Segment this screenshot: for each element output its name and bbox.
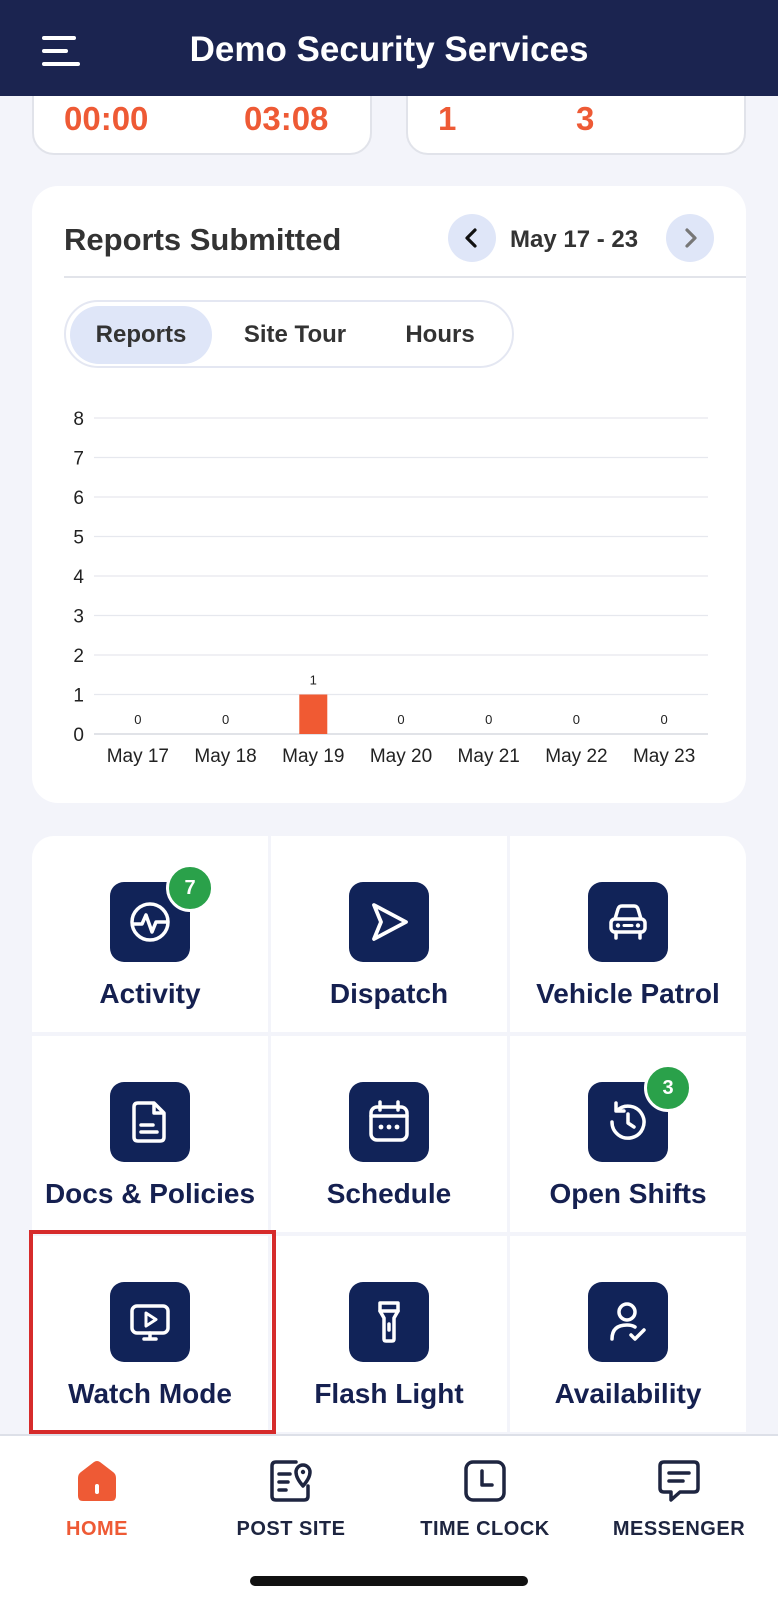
nav-label: POST SITE bbox=[236, 1518, 346, 1540]
post-site-icon bbox=[266, 1456, 316, 1506]
tile-label: Schedule bbox=[326, 1178, 452, 1209]
tile-label: Flash Light bbox=[314, 1378, 464, 1409]
y-tick-label: 2 bbox=[73, 646, 84, 667]
x-tick-label: May 20 bbox=[369, 746, 433, 767]
nav-label: TIME CLOCK bbox=[420, 1518, 550, 1540]
tile-label: Activity bbox=[99, 978, 201, 1009]
stat-value: 1 bbox=[438, 100, 457, 137]
data-label: 0 bbox=[660, 712, 668, 727]
time-clock-icon bbox=[460, 1456, 510, 1506]
tile-label: Open Shifts bbox=[549, 1178, 707, 1209]
nav-post-site[interactable] bbox=[194, 1436, 388, 1556]
data-label: 0 bbox=[134, 712, 142, 727]
app-header bbox=[0, 0, 778, 96]
tile-activity[interactable] bbox=[32, 836, 268, 1032]
nav-home[interactable] bbox=[0, 1436, 194, 1556]
next-week-button[interactable] bbox=[666, 214, 714, 262]
tile-dispatch[interactable] bbox=[271, 836, 507, 1032]
reports-submitted-card bbox=[32, 186, 746, 803]
car-icon bbox=[588, 882, 668, 962]
x-tick-label: May 21 bbox=[457, 746, 520, 767]
tile-label: Dispatch bbox=[329, 978, 449, 1009]
nav-time-clock[interactable] bbox=[388, 1436, 582, 1556]
y-tick-label: 4 bbox=[73, 567, 84, 588]
data-label: 0 bbox=[221, 712, 230, 727]
data-label: 0 bbox=[572, 712, 581, 727]
tile-schedule[interactable] bbox=[271, 1036, 507, 1232]
x-tick-label: May 23 bbox=[632, 746, 696, 767]
tab-hours[interactable]: Hours bbox=[405, 321, 475, 348]
stat-value: 03:08 bbox=[244, 100, 329, 137]
stat-value: 3 bbox=[576, 100, 595, 137]
notification-badge: 7 bbox=[166, 864, 214, 912]
bar bbox=[299, 695, 327, 735]
tile-availability[interactable] bbox=[510, 1236, 746, 1432]
previous-week-button[interactable] bbox=[448, 214, 496, 262]
tab-site-tour[interactable]: Site Tour bbox=[243, 321, 347, 348]
dispatch-icon bbox=[349, 882, 429, 962]
reports-bar-chart bbox=[32, 400, 746, 770]
data-label: 0 bbox=[397, 712, 405, 727]
stat-value: 00:00 bbox=[64, 100, 149, 137]
y-tick-label: 5 bbox=[73, 527, 84, 549]
y-tick-label: 6 bbox=[73, 488, 84, 509]
y-tick-label: 1 bbox=[73, 685, 84, 707]
home-indicator bbox=[250, 1576, 528, 1586]
tile-label: Availability bbox=[554, 1378, 702, 1409]
y-tick-label: 8 bbox=[73, 409, 84, 430]
nav-messenger[interactable] bbox=[582, 1436, 776, 1556]
nav-label: HOME bbox=[66, 1518, 128, 1540]
tile-docs-policies[interactable] bbox=[32, 1036, 268, 1232]
tile-label: Watch Mode bbox=[68, 1378, 232, 1409]
tile-label: Docs & Policies bbox=[44, 1178, 256, 1209]
document-icon bbox=[110, 1082, 190, 1162]
tab-reports[interactable]: Reports bbox=[70, 306, 212, 364]
user-check-icon bbox=[588, 1282, 668, 1362]
data-label: 0 bbox=[485, 712, 493, 727]
tile-flash-light[interactable] bbox=[271, 1236, 507, 1432]
flashlight-icon bbox=[349, 1282, 429, 1362]
home-icon bbox=[72, 1456, 122, 1506]
play-screen-icon bbox=[110, 1282, 190, 1362]
chevron-right-icon bbox=[679, 227, 701, 249]
tile-open-shifts[interactable] bbox=[510, 1036, 746, 1232]
x-tick-label: May 18 bbox=[194, 746, 257, 767]
nav-label: MESSENGER bbox=[612, 1518, 746, 1540]
data-label: 1 bbox=[309, 672, 317, 688]
messenger-icon bbox=[654, 1456, 704, 1506]
divider bbox=[64, 276, 746, 278]
y-tick-label: 7 bbox=[73, 448, 84, 470]
reports-title: Reports Submitted bbox=[64, 222, 342, 257]
x-tick-label: May 22 bbox=[545, 746, 608, 767]
tile-watch-mode[interactable] bbox=[32, 1236, 268, 1432]
date-range-label: May 17 - 23 bbox=[510, 226, 639, 253]
report-type-segmented-control bbox=[64, 300, 514, 368]
notification-badge: 3 bbox=[644, 1064, 692, 1112]
tile-label: Vehicle Patrol bbox=[536, 978, 720, 1009]
calendar-icon bbox=[349, 1082, 429, 1162]
x-tick-label: May 17 bbox=[106, 746, 170, 767]
chevron-left-icon bbox=[461, 227, 483, 249]
tile-vehicle-patrol[interactable] bbox=[510, 836, 746, 1032]
app-title: Demo Security Services bbox=[189, 30, 589, 69]
x-tick-label: May 19 bbox=[282, 746, 345, 767]
y-tick-label: 3 bbox=[73, 606, 84, 628]
y-tick-label: 0 bbox=[73, 725, 84, 746]
